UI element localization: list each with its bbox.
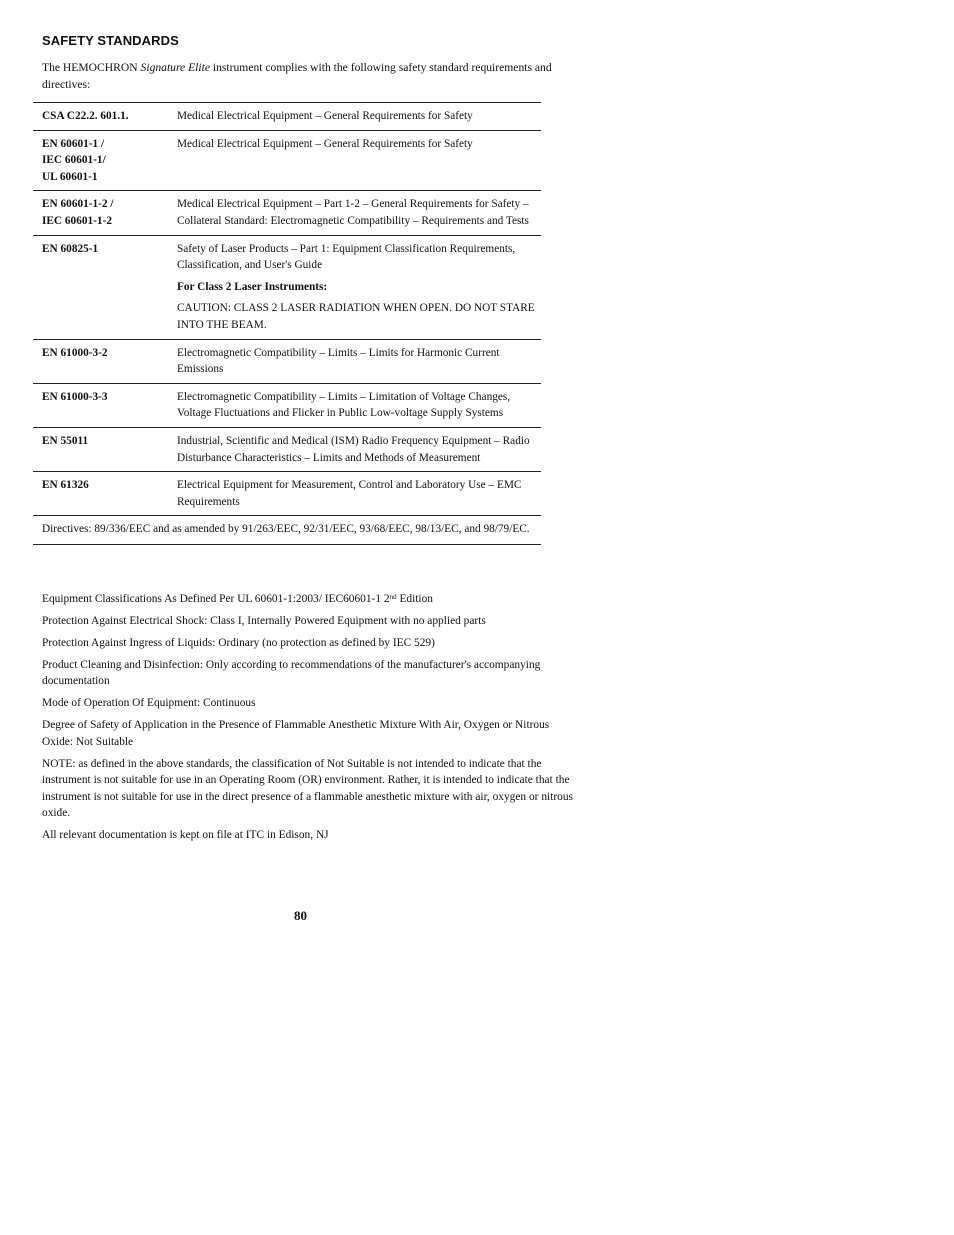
page-number: 80: [294, 908, 307, 923]
standard-description: Safety of Laser Products – Part 1: Equipment Classification Requirements, Classification, and User's Guide For Class 2 Laser Instruments: CAUTION: CLASS 2 LASER RADIATION WHEN OPEN. DO NOT STARE INTO THE BEAM.: [177, 235, 541, 339]
table-row: [33, 472, 541, 516]
laser-class-subheading: For Class 2 Laser Instruments:: [177, 280, 328, 293]
standard-code: EN 61000-3-2: [33, 339, 177, 383]
product-name: Signature Elite: [140, 61, 210, 74]
classification-item: Protection Against Ingress of Liquids: Ordinary (no protection as defined by IEC 529): [42, 636, 435, 649]
standard-code: EN 60825-1: [33, 235, 177, 339]
table-row: [33, 383, 541, 427]
standard-description: Medical Electrical Equipment – General Requirements for Safety: [177, 130, 541, 191]
intro-text-start: The HEMOCHRON: [42, 61, 141, 74]
standard-description: Electromagnetic Compatibility – Limits – Limits for Harmonic Current Emissions: [177, 339, 541, 383]
standard-code: EN 60601-1 / IEC 60601-1/ UL 60601-1: [33, 130, 177, 191]
standard-description: Electrical Equipment for Measurement, Control and Laboratory Use – EMC Requirements: [177, 472, 541, 516]
standard-description: Medical Electrical Equipment – General Requirements for Safety: [177, 103, 541, 131]
table-row: [33, 427, 541, 471]
page-title: SAFETY STANDARDS: [42, 33, 179, 48]
standard-description: Industrial, Scientific and Medical (ISM) Radio Frequency Equipment – Radio Disturbance Characteristics – Limits and Methods of Measurement: [177, 427, 541, 471]
standard-code: EN 55011: [33, 427, 177, 471]
table-row-directives: [33, 516, 541, 545]
standards-table: [33, 102, 541, 545]
classification-item: Mode of Operation Of Equipment: Continuous: [42, 697, 256, 710]
standard-code: EN 60601-1-2 / IEC 60601-1-2: [33, 191, 177, 235]
table-row: [33, 339, 541, 383]
classification-item: Degree of Safety of Application in the Presence of Flammable Anesthetic Mixture With Air, Oxygen or Nitrous Oxide: Not Suitable: [42, 719, 550, 748]
standard-code: EN 61000-3-3: [33, 383, 177, 427]
directives-text: Directives: 89/336/EEC and as amended by 91/263/EEC, 92/31/EEC, 93/68/EEC, 98/13/EC, and 98/79/EC.: [33, 516, 541, 545]
standard-code: EN 61326: [33, 472, 177, 516]
table-row: [33, 235, 541, 339]
table-row: [33, 191, 541, 235]
standard-description: Medical Electrical Equipment – Part 1-2 – General Requirements for Safety – Collateral Standard: Electromagnetic Compatibility – Requirements and Tests: [177, 191, 541, 235]
table-row: [33, 130, 541, 191]
classification-item: Protection Against Electrical Shock: Class I, Internally Powered Equipment with no applied parts: [42, 614, 486, 627]
table-row: [33, 103, 541, 131]
classification-item: All relevant documentation is kept on file at ITC in Edison, NJ: [42, 829, 329, 842]
standard-code: CSA C22.2. 601.1.: [33, 103, 177, 131]
intro-text-end: instrument complies with the following safety standard requirements and directives:: [42, 61, 552, 91]
standard-description: Electromagnetic Compatibility – Limits – Limitation of Voltage Changes, Voltage Fluctuations and Flicker in Public Low-voltage Supply Systems: [177, 383, 541, 427]
equipment-classifications: [42, 591, 582, 849]
intro-paragraph: [42, 60, 572, 93]
classification-note: NOTE: as defined in the above standards, the classification of Not Suitable is not intended to indicate that the instrument is not suitable for use in an Operating Room (OR) environment. Rather, it is intended to indicate that the instrument is not suitable for use in the direct presence of a flammable anesthetic mixture with air, oxygen or nitrous oxide.: [42, 757, 573, 820]
laser-caution-text: CAUTION: CLASS 2 LASER RADIATION WHEN OPEN. DO NOT STARE INTO THE BEAM.: [177, 302, 535, 331]
classification-item: Product Cleaning and Disinfection: Only according to recommendations of the manufacturer's accompanying documentation: [42, 658, 541, 688]
classifications-heading: Equipment Classifications As Defined Per UL 60601-1:2003/ IEC60601-1 2nd Edition: [42, 593, 433, 605]
